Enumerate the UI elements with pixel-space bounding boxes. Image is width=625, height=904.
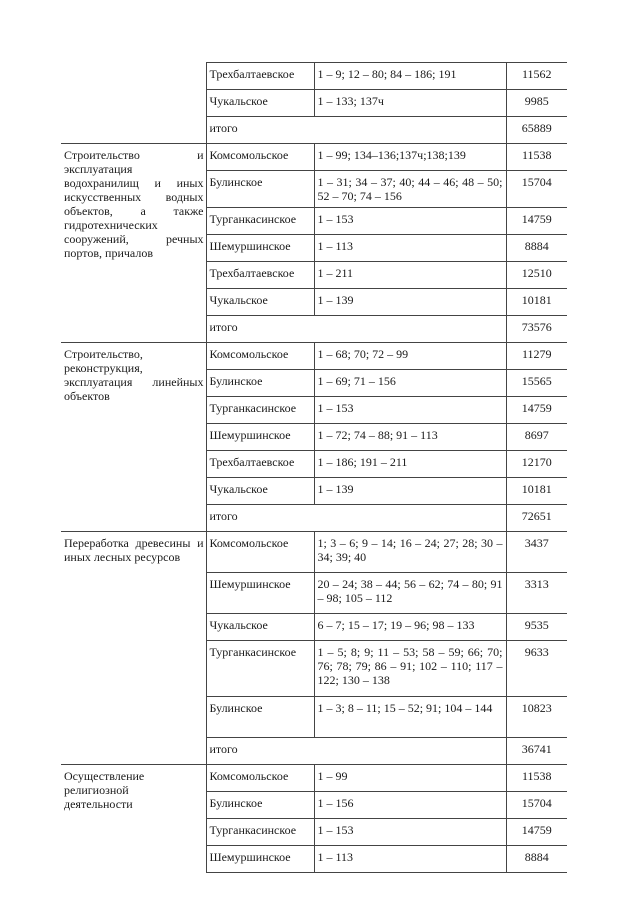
- quarter-numbers: 1 – 153: [314, 208, 506, 235]
- forestry-name: Комсомольское: [206, 532, 314, 573]
- area-value: 14759: [506, 819, 567, 846]
- total-area: 72651: [506, 505, 567, 532]
- quarter-numbers: 1 – 133; 137ч: [314, 90, 506, 117]
- activity-line: сооружений, речных: [64, 232, 204, 246]
- activity-cell: [61, 532, 206, 765]
- area-value: 9535: [506, 614, 567, 641]
- activity-cell: [61, 63, 206, 144]
- area-value: 8884: [506, 235, 567, 262]
- forestry-name: Турганкасинское: [206, 819, 314, 846]
- table-row: [61, 532, 567, 573]
- quarter-numbers: 1 – 31; 34 – 37; 40; 44 – 46; 48 – 50; 52 – 70; 74 – 156: [314, 171, 506, 208]
- forestry-name: Трехбалтаевское: [206, 262, 314, 289]
- area-value: 15565: [506, 370, 567, 397]
- total-label: итого: [206, 505, 506, 532]
- activity-line: объектов, а также: [64, 204, 204, 218]
- forestry-name: Комсомольское: [206, 765, 314, 792]
- quarter-numbers: 1 – 5; 8; 9; 11 – 53; 58 – 59; 66; 70; 76; 78; 79; 86 – 91; 102 – 110; 117 – 122; 130 – 138: [314, 641, 506, 697]
- area-value: 12170: [506, 451, 567, 478]
- table-body: [61, 63, 567, 873]
- activity-line: портов, причалов: [64, 246, 153, 260]
- quarter-numbers: 1 – 139: [314, 289, 506, 316]
- table-row: [61, 343, 567, 370]
- forestry-name: Шемуршинское: [206, 846, 314, 873]
- activity-line: объектов: [64, 389, 110, 403]
- forestry-name: Шемуршинское: [206, 424, 314, 451]
- activity-line: водохранилищ и иных: [64, 176, 204, 190]
- area-value: 3313: [506, 573, 567, 614]
- quarter-numbers: 1 – 99: [314, 765, 506, 792]
- activity-cell: [61, 765, 206, 873]
- area-value: 15704: [506, 792, 567, 819]
- activity-line: иных лесных ресурсов: [64, 550, 181, 564]
- quarter-numbers: 1 – 211: [314, 262, 506, 289]
- activity-line: Строительство и: [64, 148, 204, 162]
- activity-line: Переработка древесины и: [64, 536, 204, 550]
- table-row: [61, 63, 567, 90]
- forestry-name: Трехбалтаевское: [206, 451, 314, 478]
- forestry-name: Чукальское: [206, 614, 314, 641]
- quarter-numbers: 1 – 69; 71 – 156: [314, 370, 506, 397]
- forestry-name: Турганкасинское: [206, 397, 314, 424]
- activity-cell: [61, 343, 206, 532]
- activity-line: религиозной: [64, 783, 129, 797]
- quarter-numbers: 1 – 68; 70; 72 – 99: [314, 343, 506, 370]
- activity-line: гидротехнических: [64, 218, 158, 232]
- forestry-name: Чукальское: [206, 90, 314, 117]
- quarter-numbers: 6 – 7; 15 – 17; 19 – 96; 98 – 133: [314, 614, 506, 641]
- area-value: 9985: [506, 90, 567, 117]
- area-value: 12510: [506, 262, 567, 289]
- forestry-name: Шемуршинское: [206, 573, 314, 614]
- activity-line: искусственных водных: [64, 190, 204, 204]
- area-value: 10823: [506, 697, 567, 738]
- total-label: итого: [206, 316, 506, 343]
- total-area: 73576: [506, 316, 567, 343]
- forestry-table: [61, 62, 567, 873]
- area-value: 9633: [506, 641, 567, 697]
- forestry-name: Трехбалтаевское: [206, 63, 314, 90]
- area-value: 14759: [506, 397, 567, 424]
- forestry-name: Комсомольское: [206, 144, 314, 171]
- quarter-numbers: 1 – 9; 12 – 80; 84 – 186; 191: [314, 63, 506, 90]
- area-value: 11538: [506, 144, 567, 171]
- total-area: 65889: [506, 117, 567, 144]
- quarter-numbers: 1 – 113: [314, 235, 506, 262]
- activity-line: Строительство,: [64, 347, 143, 361]
- table-row: [61, 765, 567, 792]
- area-value: 14759: [506, 208, 567, 235]
- forestry-name: Комсомольское: [206, 343, 314, 370]
- quarter-numbers: 1 – 153: [314, 819, 506, 846]
- activity-line: Осуществление: [64, 769, 145, 783]
- area-value: 10181: [506, 478, 567, 505]
- quarter-numbers: 1; 3 – 6; 9 – 14; 16 – 24; 27; 28; 30 – 34; 39; 40: [314, 532, 506, 573]
- quarter-numbers: 1 – 139: [314, 478, 506, 505]
- area-value: 3437: [506, 532, 567, 573]
- forestry-name: Булинское: [206, 171, 314, 208]
- forestry-name: Шемуршинское: [206, 235, 314, 262]
- quarter-numbers: 20 – 24; 38 – 44; 56 – 62; 74 – 80; 91 – 98; 105 – 112: [314, 573, 506, 614]
- forestry-name: Турганкасинское: [206, 641, 314, 697]
- quarter-numbers: 1 – 3; 8 – 11; 15 – 52; 91; 104 – 144: [314, 697, 506, 738]
- area-value: 8884: [506, 846, 567, 873]
- total-area: 36741: [506, 738, 567, 765]
- quarter-numbers: 1 – 99; 134–136;137ч;138;139: [314, 144, 506, 171]
- quarter-numbers: 1 – 153: [314, 397, 506, 424]
- forestry-name: Турганкасинское: [206, 208, 314, 235]
- forestry-name: Чукальское: [206, 478, 314, 505]
- area-value: 11538: [506, 765, 567, 792]
- area-value: 8697: [506, 424, 567, 451]
- forestry-name: Булинское: [206, 370, 314, 397]
- quarter-numbers: 1 – 72; 74 – 88; 91 – 113: [314, 424, 506, 451]
- forestry-name: Чукальское: [206, 289, 314, 316]
- area-value: 15704: [506, 171, 567, 208]
- activity-line: эксплуатация: [64, 162, 133, 176]
- area-value: 11562: [506, 63, 567, 90]
- table-row: [61, 144, 567, 171]
- activity-line: эксплуатация линейных: [64, 375, 204, 389]
- area-value: 11279: [506, 343, 567, 370]
- forestry-name: Булинское: [206, 792, 314, 819]
- total-label: итого: [206, 738, 506, 765]
- quarter-numbers: 1 – 156: [314, 792, 506, 819]
- activity-cell: [61, 144, 206, 343]
- quarter-numbers: 1 – 186; 191 – 211: [314, 451, 506, 478]
- quarter-numbers: 1 – 113: [314, 846, 506, 873]
- area-value: 10181: [506, 289, 567, 316]
- total-label: итого: [206, 117, 506, 144]
- activity-line: деятельности: [64, 797, 133, 811]
- forestry-name: Булинское: [206, 697, 314, 738]
- activity-line: реконструкция,: [64, 361, 143, 375]
